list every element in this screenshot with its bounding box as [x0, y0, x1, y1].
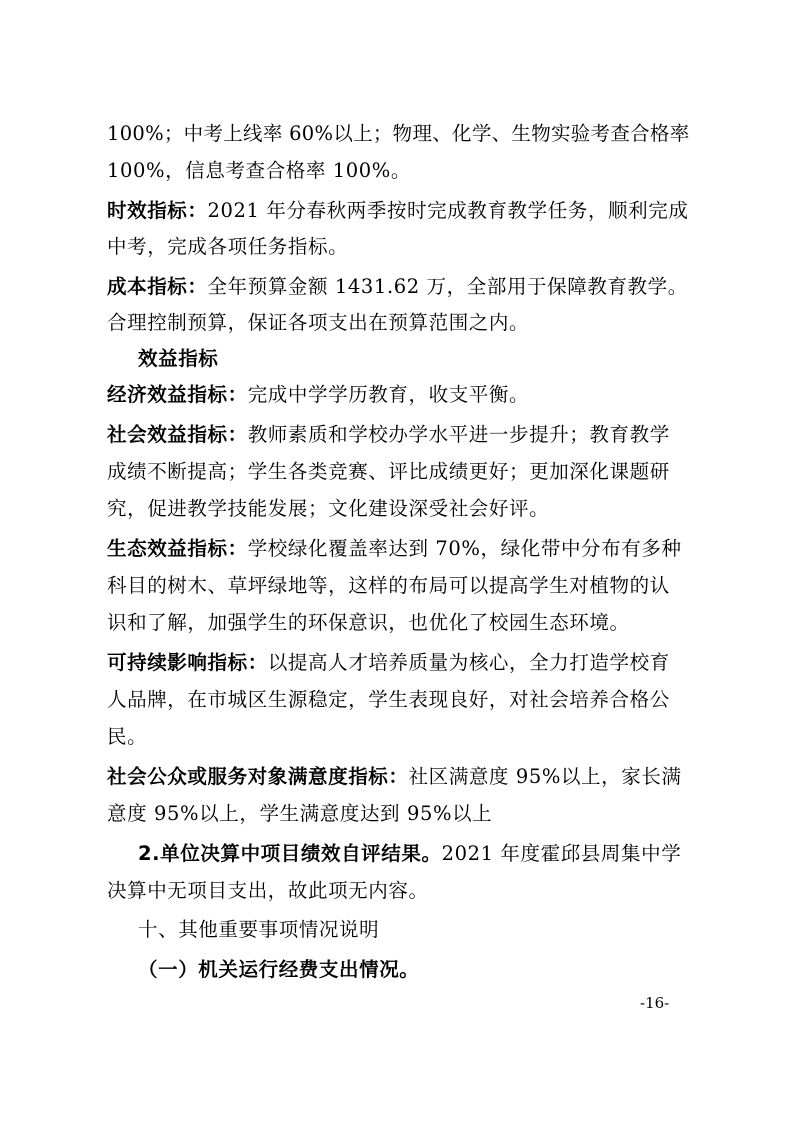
line-text: 以提高人才培养质量为核心，全力打造学校育 — [267, 651, 670, 674]
paragraph-line-13 — [107, 574, 670, 598]
cost-indicator-line — [107, 275, 688, 299]
line-text: 2021 年分春秋两季按时完成教育教学任务，顺利完成 — [207, 199, 689, 222]
indicator-label: 社会效益指标： — [107, 423, 248, 446]
line-text: 完成中学学历教育，收支平衡。 — [247, 383, 530, 406]
paragraph-line-17 — [107, 725, 147, 749]
line-text: 民。 — [107, 725, 148, 748]
paragraph-line-1 — [107, 122, 690, 146]
subsection-title: （一）机关运行经费支出情况。 — [138, 958, 420, 981]
section-ten-heading — [138, 918, 379, 942]
line-text: 合理控制预算，保证各项支出在预算范围之内。 — [107, 311, 530, 334]
paragraph-line-6 — [107, 311, 529, 335]
line-text: 教师素质和学校办学水平进一步提升；教育教学 — [247, 423, 670, 446]
line-text: 社区满意度 95%以上，家长满 — [408, 765, 682, 788]
ecological-benefit-line — [107, 537, 682, 561]
indicator-label: 成本指标： — [107, 275, 208, 298]
indicator-label: 时效指标： — [107, 199, 208, 222]
indicator-label: 社会公众或服务对象满意度指标： — [107, 765, 409, 788]
section-heading: 2.单位决算中项目绩效自评结果。 — [138, 842, 442, 865]
subsection-heading — [138, 958, 419, 982]
line-text: 100%；中考上线率 60%以上；物理、化学、生物实验考查合格率 — [107, 122, 690, 145]
paragraph-line-16 — [107, 688, 670, 712]
section-heading: 十、其他重要事项情况说明 — [138, 918, 380, 941]
paragraph-line-19 — [107, 802, 492, 826]
line-text: 识和了解，加强学生的环保意识，也优化了校园生态环境。 — [107, 611, 630, 634]
indicator-label: 可持续影响指标： — [107, 651, 268, 674]
line-text: 学校绿化覆盖率达到 70%，绿化带中分布有多种 — [247, 537, 682, 560]
paragraph-line-4 — [107, 235, 348, 259]
indicator-label: 生态效益指标： — [107, 537, 248, 560]
project-self-evaluation-line — [138, 842, 681, 866]
paragraph-line-10 — [107, 460, 670, 484]
line-text: 人品牌，在市城区生源稳定，学生表现良好，对社会培养合格公 — [107, 688, 670, 711]
line-text: 决算中无项目支出，故此项无内容。 — [107, 879, 429, 902]
social-benefit-line — [107, 423, 670, 447]
indicator-label: 经济效益指标： — [107, 383, 248, 406]
sustainable-impact-line — [107, 651, 670, 675]
line-text: 2021 年度霍邱县周集中学 — [441, 842, 682, 865]
satisfaction-indicator-line — [107, 765, 682, 789]
line-text: 中考，完成各项任务指标。 — [107, 235, 349, 258]
line-text: 100%，信息考查合格率 100%。 — [107, 159, 411, 182]
section-heading: 效益指标 — [138, 347, 219, 370]
economic-benefit-line — [107, 383, 529, 407]
paragraph-line-2 — [107, 159, 411, 183]
line-text: 究，促进教学技能发展；文化建设深受社会好评。 — [107, 497, 550, 520]
paragraph-line-11 — [107, 497, 549, 521]
line-text: 意度 95%以上，学生满意度达到 95%以上 — [107, 802, 493, 825]
benefit-indicators-heading — [138, 347, 218, 371]
line-text: 成绩不断提高；学生各类竞赛、评比成绩更好；更加深化课题研 — [107, 460, 670, 483]
line-text: 科目的树木、草坪绿地等，这样的布局可以提高学生对植物的认 — [107, 574, 670, 597]
paragraph-line-14 — [107, 611, 630, 635]
paragraph-line-21 — [107, 879, 429, 903]
timeliness-indicator-line — [107, 199, 688, 223]
line-text: 全年预算金额 1431.62 万，全部用于保障教育教学。 — [207, 275, 688, 298]
page-number: -16- — [640, 994, 670, 1012]
